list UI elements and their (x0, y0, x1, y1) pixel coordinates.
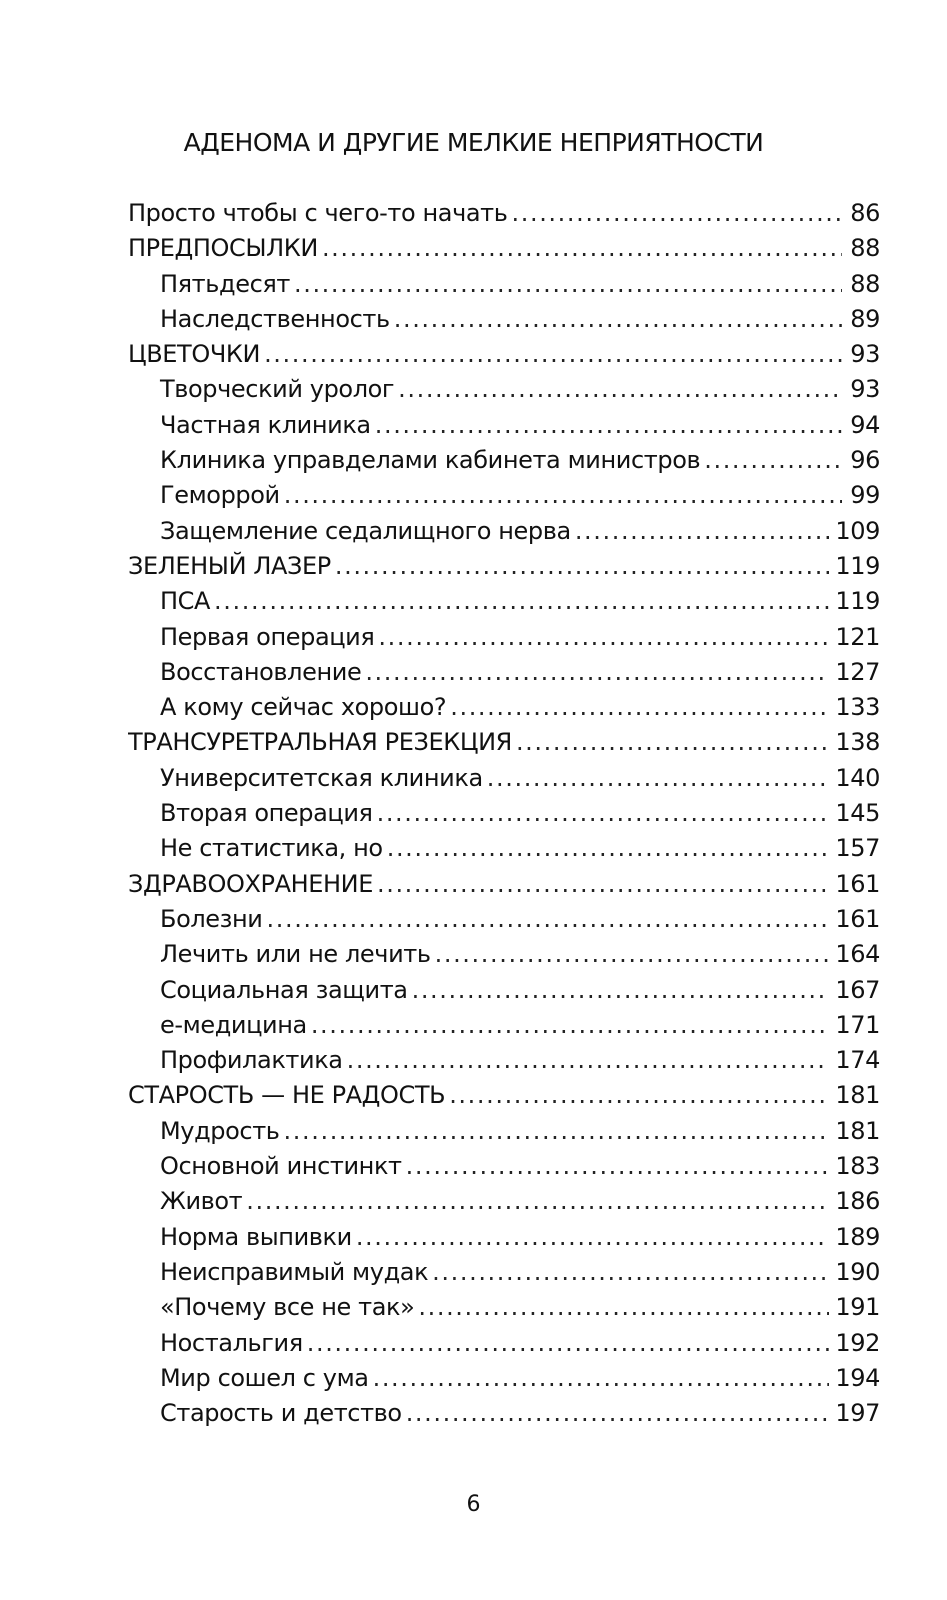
toc-entry-label: Не статистика, но (160, 834, 383, 863)
toc-entry-page-number: 161 (835, 869, 880, 898)
dot-leader (575, 514, 830, 549)
toc-subsection-entry (128, 1255, 880, 1290)
dot-leader (412, 973, 830, 1008)
toc-entry-label: Старость и детство (160, 1399, 402, 1428)
toc-entry-page-number: 86 (850, 199, 880, 227)
toc-entry-page-number: 93 (850, 375, 880, 404)
dot-leader (487, 761, 830, 796)
toc-entry-label: Вторая операция (160, 799, 373, 828)
dot-leader (377, 867, 829, 902)
toc-entry-label: Просто чтобы с чего-то начать (128, 199, 508, 227)
dot-leader (356, 1220, 830, 1255)
toc-entry-label: ЗДРАВООХРАНЕНИЕ (128, 869, 373, 898)
toc-entry-label: Частная клиника (160, 410, 371, 439)
toc-section-entry (128, 549, 880, 584)
dot-leader (704, 443, 842, 478)
toc-entry-page-number: 186 (835, 1187, 880, 1216)
toc-subsection-entry (128, 1290, 880, 1325)
toc-entry-label: ПСА (160, 587, 211, 616)
toc-entry-page-number: 133 (835, 693, 880, 722)
toc-entry-page-number: 88 (850, 234, 880, 263)
dot-leader (432, 1255, 829, 1290)
toc-entry-label: Социальная защита (160, 975, 408, 1004)
toc-entry-page-number: 94 (850, 410, 880, 439)
toc-entry-page-number: 164 (835, 940, 880, 969)
toc-entry-page-number: 99 (850, 481, 880, 510)
toc-subsection-entry (128, 620, 880, 655)
dot-leader (418, 1290, 829, 1325)
dot-leader (246, 1184, 829, 1219)
toc-entry-page-number: 181 (835, 1116, 880, 1145)
dot-leader (373, 1361, 830, 1396)
toc-entry-page-number: 109 (835, 516, 880, 545)
dot-leader (311, 1008, 830, 1043)
toc-entry-label: «Почему все не так» (160, 1293, 415, 1322)
toc-entry-page-number: 119 (835, 551, 880, 580)
toc-section-entry (128, 231, 880, 266)
toc-entry-label: СТАРОСТЬ — НЕ РАДОСТЬ (128, 1081, 446, 1110)
dot-leader (375, 408, 842, 443)
toc-subsection-entry (128, 1396, 880, 1431)
dot-leader (322, 231, 842, 266)
toc-entry-label: ЦВЕТОЧКИ (128, 340, 261, 369)
toc-entry-label: ТРАНСУРЕТРАЛЬНАЯ РЕЗЕКЦИЯ (128, 728, 512, 757)
toc-entry-label: Защемление седалищного нерва (160, 516, 571, 545)
toc-entry-page-number: 190 (835, 1257, 880, 1286)
toc-entry-page-number: 183 (835, 1152, 880, 1181)
toc-subsection-entry (128, 302, 880, 337)
toc-subsection-entry (128, 937, 880, 972)
toc-subsection-entry (128, 761, 880, 796)
toc-entry-page-number: 138 (835, 728, 880, 757)
toc-entry-page-number: 189 (835, 1222, 880, 1251)
toc-entry-label: Неисправимый мудак (160, 1257, 429, 1286)
toc-entry-page-number: 181 (835, 1081, 880, 1110)
toc-subsection-entry (128, 690, 880, 725)
toc-subsection-entry (128, 1326, 880, 1361)
toc-entry-page-number: 119 (835, 587, 880, 616)
toc-subsection-entry (128, 408, 880, 443)
toc-entry-page-number: 167 (835, 975, 880, 1004)
dot-leader (398, 372, 842, 407)
dot-leader (284, 1114, 830, 1149)
toc-entry-label: Университетская клиника (160, 763, 483, 792)
toc-entry-page-number: 121 (835, 622, 880, 651)
toc-entry-label: Геморрой (160, 481, 280, 510)
toc-subsection-entry (128, 1114, 880, 1149)
toc-entry-page-number: 127 (835, 657, 880, 686)
toc-entry-page-number: 161 (835, 904, 880, 933)
toc-entry-label: Мир сошел с ума (160, 1363, 369, 1392)
toc-subsection-entry (128, 1184, 880, 1219)
table-of-contents (128, 196, 880, 1431)
dot-leader (406, 1396, 830, 1431)
dot-leader (267, 902, 830, 937)
toc-entry-label: Наследственность (160, 304, 390, 333)
toc-entry-label: А кому сейчас хорошо? (160, 693, 447, 722)
toc-entry-page-number: 157 (835, 834, 880, 863)
toc-entry-label: Болезни (160, 904, 263, 933)
toc-subsection-entry (128, 1220, 880, 1255)
toc-subsection-entry (128, 831, 880, 866)
toc-subsection-entry (128, 267, 880, 302)
dot-leader (435, 937, 830, 972)
toc-entry-page-number: 194 (835, 1363, 880, 1392)
dot-leader (450, 690, 829, 725)
dot-leader (394, 302, 842, 337)
toc-entry-page-number: 89 (850, 304, 880, 333)
toc-subsection-entry (128, 1008, 880, 1043)
dot-leader (307, 1326, 830, 1361)
toc-entry-label: ПРЕДПОСЫЛКИ (128, 234, 318, 263)
toc-entry-label: Первая операция (160, 622, 375, 651)
toc-subsection-entry (128, 514, 880, 549)
toc-subsection-entry (128, 478, 880, 513)
toc-entry-label: Восстановление (160, 657, 362, 686)
page-number: 6 (466, 1492, 481, 1517)
toc-subsection-entry (128, 1043, 880, 1078)
toc-subsection-entry (128, 584, 880, 619)
toc-entry-page-number: 145 (835, 799, 880, 828)
toc-subsection-entry (128, 796, 880, 831)
toc-section-entry (128, 725, 880, 760)
toc-entry-label: Живот (160, 1187, 243, 1216)
toc-entry-page-number: 174 (835, 1046, 880, 1075)
toc-entry-label: Творческий уролог (160, 375, 395, 404)
dot-leader (406, 1149, 830, 1184)
toc-entry-page-number: 191 (835, 1293, 880, 1322)
toc-subsection-entry (128, 1361, 880, 1396)
toc-entry-label: Мудрость (160, 1116, 280, 1145)
toc-subsection-entry (128, 443, 880, 478)
toc-entry-label: Основной инстинкт (160, 1152, 402, 1181)
dot-leader (516, 725, 829, 760)
toc-entry-page-number: 93 (850, 340, 880, 369)
dot-leader (512, 196, 842, 231)
dot-leader (264, 337, 842, 372)
toc-entry-page-number: 88 (850, 269, 880, 298)
toc-section-entry (128, 337, 880, 372)
toc-entry-page-number: 96 (850, 446, 880, 475)
toc-subsection-entry (128, 372, 880, 407)
dot-leader (284, 478, 842, 513)
toc-entry-label: ЗЕЛЕНЫЙ ЛАЗЕР (128, 551, 331, 580)
toc-subsection-entry (128, 902, 880, 937)
page-title: АДЕНОМА И ДРУГИЕ МЕЛКИЕ НЕПРИЯТНОСТИ (183, 128, 764, 157)
dot-leader (365, 655, 829, 690)
dot-leader (377, 796, 830, 831)
toc-entry-label: Лечить или не лечить (160, 940, 431, 969)
dot-leader (387, 831, 830, 866)
dot-leader (214, 584, 829, 619)
toc-entry-label: Норма выпивки (160, 1222, 352, 1251)
toc-entry-page-number: 171 (835, 1010, 880, 1039)
toc-entry-label: е-медицина (160, 1010, 307, 1039)
dot-leader (347, 1043, 830, 1078)
toc-section-entry (128, 196, 880, 231)
toc-entry-label: Пятьдесят (160, 269, 290, 298)
dot-leader (294, 267, 842, 302)
toc-entry-page-number: 140 (835, 763, 880, 792)
toc-entry-page-number: 192 (835, 1328, 880, 1357)
dot-leader (449, 1078, 829, 1113)
toc-entry-page-number: 197 (835, 1399, 880, 1428)
dot-leader (335, 549, 830, 584)
toc-subsection-entry (128, 973, 880, 1008)
dot-leader (378, 620, 829, 655)
toc-entry-label: Ностальгия (160, 1328, 303, 1357)
toc-entry-label: Профилактика (160, 1046, 343, 1075)
toc-section-entry (128, 867, 880, 902)
toc-entry-label: Клиника управделами кабинета министров (160, 446, 701, 475)
toc-section-entry (128, 1078, 880, 1113)
toc-subsection-entry (128, 1149, 880, 1184)
toc-subsection-entry (128, 655, 880, 690)
